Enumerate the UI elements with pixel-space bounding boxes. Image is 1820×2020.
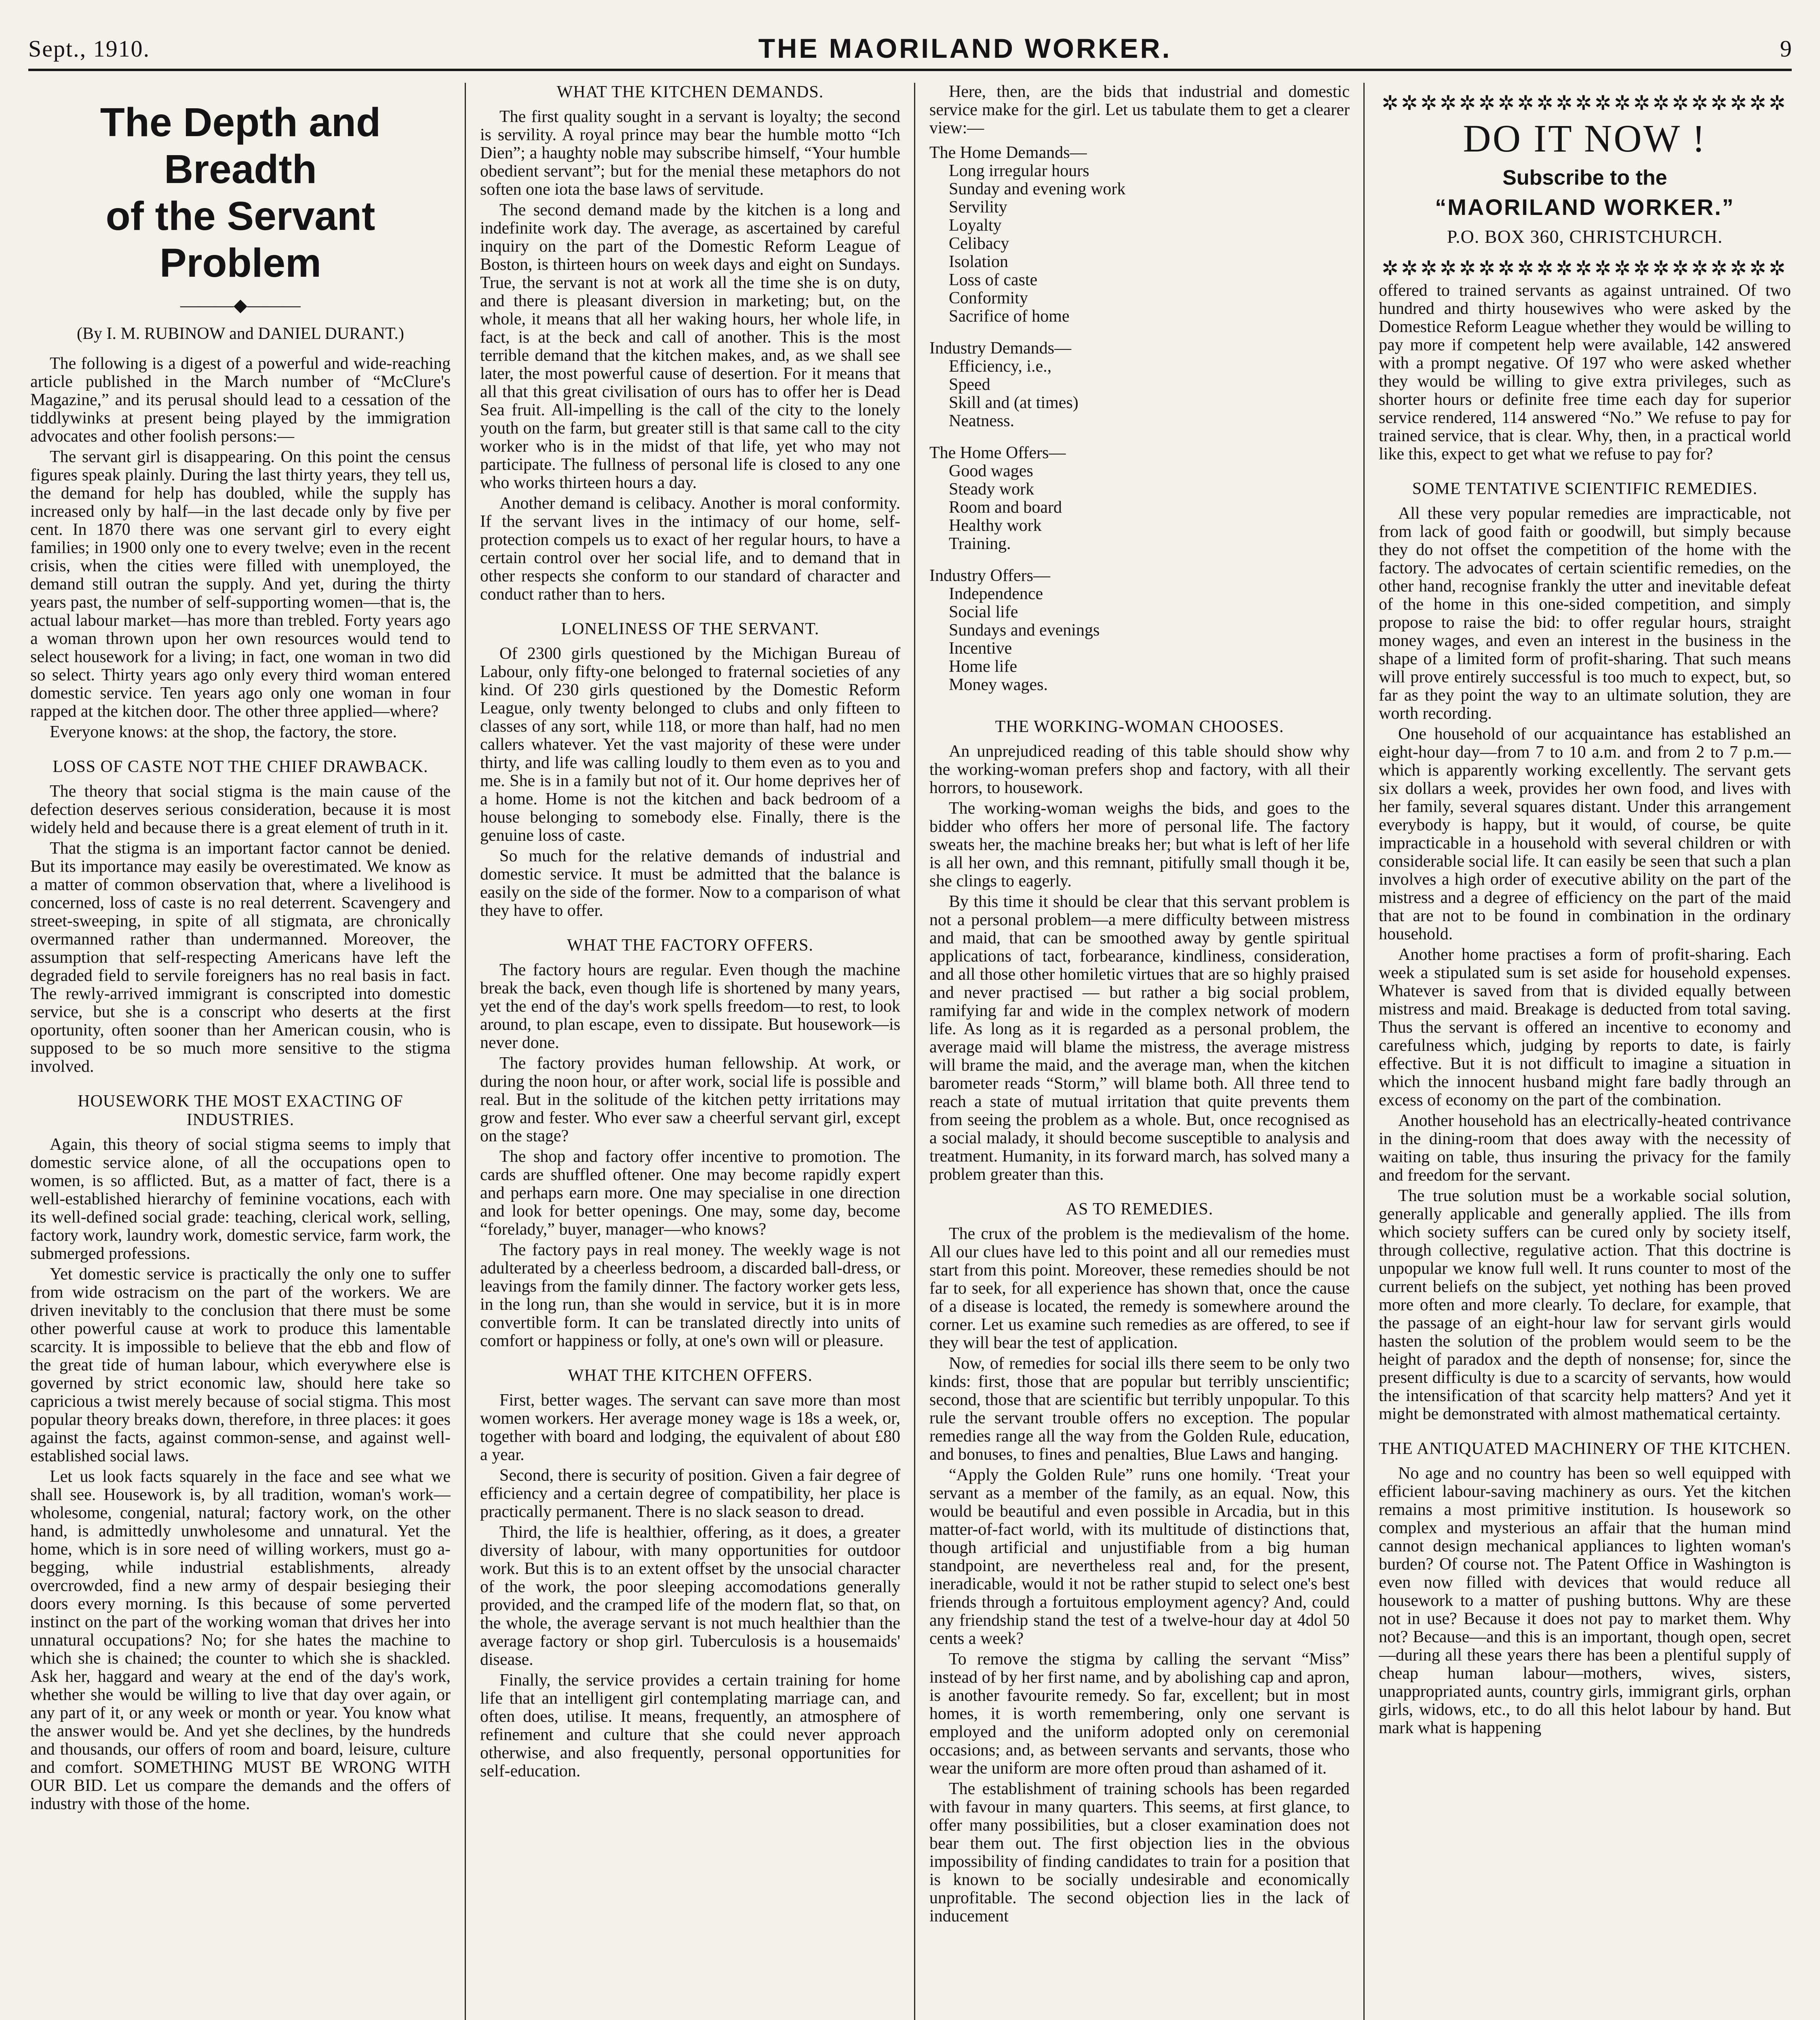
- article-byline: (By I. M. RUBINOW and DANIEL DURANT.): [77, 324, 404, 343]
- paragraph: The factory pays in real money. The weekly wage is not adulterated by a cheerless bedroom, a discarded ball-dress, or leavings from the family dinner. The factory worker gets less, in the long run, than she would in service, but it is in more convertible form. It can be translated directly into units of comfort or happiness or folly, at one's own will or pleasure.: [480, 1241, 900, 1350]
- paragraph: The crux of the problem is the medievalism of the home. All our clues have led to this point and all our remedies must start from this point. Moreover, these remedies should be not far to seek, for all experience has shown that, once the cause of a disease is located, the remedy is somewhere around the corner. Let us examine such remedies as are offered, to see if they will bear the test of application.: [929, 1225, 1350, 1352]
- section-heading: LOSS OF CASTE NOT THE CHIEF DRAWBACK.: [53, 758, 428, 776]
- section-heading: WHAT THE KITCHEN OFFERS.: [568, 1366, 813, 1385]
- list-item: Healthy work: [949, 516, 1042, 535]
- advert-address: P.O. BOX 360, CHRISTCHURCH.: [1447, 226, 1723, 247]
- paragraph: Second, there is security of position. Given a fair degree of efficiency and a certain degree of compatibility, her place is practically permanent. There is no slack season to dread.: [480, 1466, 900, 1521]
- paragraph: Finally, the service provides a certain training for home life that an intelligent girl contemplating marriage can, and often does, utilise. It means, frequently, an atmosphere of refinement and culture that she could never approach otherwise, and also frequently, personal opportunities for self-education.: [480, 1671, 900, 1780]
- paragraph-group: [30, 355, 451, 741]
- article-title-line-2: of the Servant Problem: [105, 194, 375, 286]
- advert-paper-name: “MAORILAND WORKER.”: [1435, 194, 1735, 220]
- star-border-top: ✲✲✲✲✲✲✲✲✲✲✲✲✲✲✲✲✲✲✲✲✲: [1382, 92, 1788, 114]
- list-item: Conformity: [949, 289, 1028, 307]
- list-item: Steady work: [949, 480, 1034, 499]
- section-heading: AS TO REMEDIES.: [1066, 1200, 1213, 1218]
- list-item: Sacrifice of home: [949, 307, 1070, 326]
- list-item: Celibacy: [949, 234, 1009, 253]
- section-heading: THE ANTIQUATED MACHINERY OF THE KITCHEN.: [1379, 1439, 1791, 1458]
- list-item: Skill and (at times): [949, 393, 1079, 412]
- paragraph: The servant girl is disappearing. On this point the census figures speak plainly. During the last thirty years, they tell us, the demand for help has doubled, while the supply has increased only by half—in the last decade only by five per cent. In 1870 there was one servant girl to every eight families; in 1900 only one to every twelve; even in the recent crisis, when the cities were filled with unemployed, the demand still outran the supply. And yet, during the thirty years past, the number of self-supporting women—that is, the actual labour market—has more than trebled. Forty years ago a woman thrown upon her own resources would tend to select housework for a living; in fact, one woman in two did so select. Thirty years ago only every third woman entered domestic service. Ten years ago only one woman in four rapped at the kitchen door. The other three applied—where?: [30, 448, 451, 721]
- section-heading: THE WORKING-WOMAN CHOOSES.: [995, 718, 1284, 736]
- list-item: Loss of caste: [949, 271, 1038, 289]
- paragraph: The factory provides human fellowship. At work, or during the noon hour, or after work, social life is possible and real. But in the solitude of the kitchen petty irritations may grow and fester. Who ever saw a cheerful servant girl, except on the stage?: [480, 1054, 900, 1145]
- section-heading: LONELINESS OF THE SERVANT.: [561, 620, 819, 638]
- paragraph: So much for the relative demands of industrial and domestic service. It must be admitted that the balance is easily on the side of the former. Now to a comparison of what they have to offer.: [480, 847, 900, 920]
- paragraph: offered to trained servants as against untrained. Of two hundred and thirty housewives who were asked by the Domestice Reform League whether they would be willing to pay more if competent help were available, 142 answered with a prompt negative. Of 197 who were asked whether they would be willing to give extra privileges, such as shorter hours or definite free time each day for superior service rendered, 114 answered “No.” We refuse to pay for trained service, that is clear. Why, then, in a practical world like this, expect to get what we refuse to pay for?: [1379, 281, 1791, 463]
- list-heading: Industry Offers—: [929, 566, 1051, 585]
- list-item: Training.: [949, 534, 1011, 553]
- list-heading: The Home Offers—: [929, 444, 1066, 462]
- paragraph: Another demand is celibacy. Another is moral conformity. If the servant lives in the intimacy of our home, self-protection compels us to exact of her regular hours, to have a certain control over her social life, and to demand that in other respects she conform to our standard of character and conduct rather than to hers.: [480, 494, 900, 604]
- column-1: [30, 83, 451, 2020]
- list-heading: The Home Demands—: [929, 143, 1087, 162]
- list-spacer: [929, 694, 1350, 701]
- section-heading: HOUSEWORK THE MOST EXACTING OF INDUSTRIES.: [78, 1092, 403, 1129]
- column-rule: [465, 83, 466, 2020]
- paragraph-group: [480, 108, 900, 604]
- list-item: Efficiency, i.e.,: [949, 357, 1052, 376]
- masthead: [28, 28, 1792, 71]
- bid-table: [929, 144, 1350, 701]
- paragraph: All these very popular remedies are impracticable, not from lack of good faith or goodwill, but simply because they do not offset the competition of the home with the factory. The advocates of certain scientific remedies, on the other hand, recognise frankly the utter and inevitable defeat of the home in this one-sided competition, and simply propose to raise the bid: to offer regular hours, straight money wages, and even an interest in the business in the shape of a limited form of profit-sharing. That such means will prove entirely successful is too much to expect, but, so far as they point the way to an ultimate solution, they are worth recording.: [1379, 504, 1791, 723]
- advert-headline: DO IT NOW !: [1463, 117, 1707, 160]
- paragraph: “Apply the Golden Rule” runs one homily. ‘Treat your servant as a member of the family, as an equal. Now, this would be beautiful and even possible in Arcadia, but in this matter-of-fact world, with its multitude of distinctions that, though artificial and unjustifiable from a big human standpoint, are nevertheless real and, for the present, ineradicable, would it not be rather stupid to select one's best friends through a fortuitous employment agency? And, could any friendship stand the test of a twelve-hour day at 4dol 50 cents a week?: [929, 1466, 1350, 1648]
- column-rule: [1363, 83, 1365, 2020]
- paragraph: No age and no country has been so well equipped with efficient labour-saving machinery as ours. Yet the kitchen remains a most primitive institution. Is housework so complex and mysterious an affair that the human mind cannot design mechanical appliances to lighten woman's burden? Of course not. The Patent Office in Washington is even now filled with devices that would reduce all housework to a matter of pushing buttons. Why are these not in use? Because it does not pay to market them. Why not? Because—and this is an important, though open, secret—during all these years there has been a plentiful supply of cheap human labour—mothers, wives, sisters, unappropriated aunts, country girls, immigrant girls, orphan girls, widows, etc., to do all this helot labour by hand. But mark what is happening: [1379, 1464, 1791, 1737]
- title-ornament: ———◆———: [180, 295, 301, 315]
- paragraph: That the stigma is an important factor cannot be denied. But its importance may easily be overestimated. We know as a matter of common observation that, where a livelihood is concerned, loss of caste is no real deterrent. Scavengery and street-sweeping, in spite of all stigmata, are chronically overmanned rather than undermanned. Moreover, the assumption that self-respecting Americans have left the degraded field to servile foreigners has no real basis in fact. The rewly-arrived immigrant is conscripted into domestic service, but she is a conscript who deserts at the first oportunity, often sooner than her American cousin, who is supposed to be so much more sensitive to the stigma involved.: [30, 839, 451, 1076]
- article-title: [30, 99, 451, 286]
- section-heading: SOME TENTATIVE SCIENTIFIC REMEDIES.: [1412, 480, 1758, 498]
- list-item: Money wages.: [949, 675, 1048, 694]
- list-item: Incentive: [949, 639, 1012, 658]
- paragraph: Everyone knows: at the shop, the factory, the store.: [50, 723, 397, 741]
- list-item: Isolation: [949, 253, 1008, 271]
- paragraph: One household of our acquaintance has established an eight-hour day—from 7 to 10 a.m. and from 2 to 7 p.m.—which is apparently working excellently. The servant gets six dollars a week, provides her own food, and lives with her family, several squares distant. Under this arrangement everybody is happy, but it would, of course, be quite impracticable in a household with several children or with considerable social life. It can easily be seen that such a plan involves a high order of executive ability on the part of the mistress and a degree of efficiency on the part of the maid that are not to be found in combination in the ordinary household.: [1379, 725, 1791, 943]
- column-2: [480, 83, 900, 2020]
- paragraph: Again, this theory of social stigma seems to imply that domestic service alone, of all the occupations open to women, is so afflicted. But, as a matter of fact, there is a well-established hierarchy of feminine vocations, each with its well-defined social grade: teaching, clerical work, selling, factory work, laundry work, domestic service, farm work, the submerged professions.: [30, 1135, 451, 1263]
- paragraph-group: [1379, 1464, 1791, 1737]
- page-number: 9: [1780, 35, 1792, 62]
- list-item: Loyalty: [949, 216, 1002, 235]
- column-4: [1379, 83, 1791, 2020]
- column-rule: [914, 83, 915, 2020]
- list-item: Sunday and evening work: [949, 180, 1126, 198]
- paragraph: An unprejudiced reading of this table should show why the working-woman prefers shop and factory, with all their horrors, to housework.: [929, 742, 1350, 797]
- column-3: [929, 83, 1350, 2020]
- section-heading: WHAT THE FACTORY OFFERS.: [567, 936, 813, 955]
- paragraph: The establishment of training schools has been regarded with favour in many quarters. This seems, at first glance, to offer many possibilities, but a closer examination does not bear them out. The first objection lies in the obvious impossibility of finding candidates to train for a position that is known to be socially undesirable and economically unprofitable. The second objection lies in the lack of inducement: [929, 1780, 1350, 1925]
- paragraph: The factory hours are regular. Even though the machine break the back, even though life is shortened by many years, yet the end of the day's work spells freedom—to rest, to look around, to plan escape, even to dissipate. But housework—is never done.: [480, 961, 900, 1052]
- paragraph-group: [1379, 505, 1791, 1423]
- article-title-line-1: The Depth and Breadth: [100, 100, 381, 192]
- list-item: Home life: [949, 657, 1017, 676]
- paragraph-group: [929, 1225, 1350, 1925]
- list-spacer: [929, 553, 1350, 560]
- advert-subtitle: Subscribe to the: [1502, 166, 1667, 189]
- paragraph-group: [480, 645, 900, 920]
- paragraph: Yet domestic service is practically the only one to suffer from wide ostracism on the part of the workers. We are driven inevitably to the conclusion that there must be some other powerful cause at work to produce this lamentable scarcity. It is impossible to believe that the ebb and flow of the great tide of human labour, which everywhere else is governed by strict economic law, should here take so capricious a twist merely because of social stigma. This most popular theory breaks down, therefore, in three places: it goes against the facts, against common-sense, and against well-established social laws.: [30, 1265, 451, 1465]
- table-intro: Here, then, are the bids that industrial and domestic service make for the girl. Let us tabulate them to get a clearer view:—: [929, 83, 1350, 137]
- paragraph: Another household has an electrically-heated contrivance in the dining-room that does away with the necessity of waiting on table, thus insuring the privacy for the family and freedom for the servant.: [1379, 1111, 1791, 1185]
- paragraph-group: [1379, 282, 1791, 463]
- list-spacer: [929, 326, 1350, 333]
- list-item: Sundays and evenings: [949, 621, 1100, 640]
- list-item: Independence: [949, 585, 1043, 603]
- paragraph: By this time it should be clear that this servant problem is not a personal problem—a mere difficulty between mistress and maid, that can be smoothed away by gentle spiritual applications of tact, forbearance, kindliness, consideration, and all those other homiletic virtues that are so highly praised and never practised — but rather a big social problem, ramifying far and wide in the complex network of modern life. As long as it is regarded as a personal problem, the average maid will blame the mistress, the average mistress will brame the maid, and the average man, when the kitchen barometer reads “Storm,” will blame both. All three tend to reach a state of mutual irritation that quite prevents them from seeing the problem as a whole. But, once recognised as a social malady, it should become susceptible to analysis and treatment. Humanity, in its forward march, has solved many a problem greater than this.: [929, 892, 1350, 1184]
- paragraph-group: [480, 961, 900, 1350]
- list-heading: Industry Demands—: [929, 339, 1072, 358]
- paragraph: The true solution must be a workable social solution, generally applicable and generally applied. The ills from which society suffers can be cured only by society itself, through collective, regulative action. That this doctrine is unpopular we know full well. It runs counter to most of the current beliefs on the subject, yet nothing has been proved more often and more clearly. To declare, for example, that the passage of an eight-hour law for servant girls would hasten the solution of the problem would seem to be the height of paradox and the depth of nonsense; for, since the present difficulty is due to a scarcity of servants, how would the intensification of that scarcity help matters? And yet it might be demonstrated with almost mathematical certainty.: [1379, 1187, 1791, 1423]
- paragraph-group: [30, 783, 451, 1076]
- subscription-advert: [1379, 94, 1791, 278]
- paragraph: Of 2300 girls questioned by the Michigan Bureau of Labour, only fifty-one belonged to fraternal societies of any kind. Of 230 girls questioned by the Domestic Reform League, only twenty belonged to clubs and only fifteen to classes of any sort, while 118, or more than half, had no men callers whatever. Yet the vast majority of these were under thirty, and life was calling loudly to them even as to you and me. She is in a family but not of it. Our home deprives her of a home. Home is not the kitchen and back bedroom of a house belonging to somebody else. Finally, there is the genuine loss of caste.: [480, 644, 900, 845]
- paragraph: The second demand made by the kitchen is a long and indefinite work day. The average, as ascertained by careful inquiry on the part of the Domestic Reform League of Boston, is thirteen hours on week days and eight on Sundays. True, the servant is not at work all the time she is on duty, and there is pleasant diversion in marketing; but, on the whole, it means that all her waking hours, her whole life, in fact, is at the beck and call of another. This is the most terrible demand that the kitchen makes, and, as we shall see later, the most powerful cause of desertion. For it means that all that this great civilisation of ours has to offer her is Dead Sea fruit. All-impelling is the call of the city to the lonely youth on the farm, but greater still is that same call to the city worker who is in the midst of that life, yet who may not participate. The fullness of personal life is closed to any one who works thirteen hours a day.: [480, 201, 900, 492]
- list-item: Long irregular hours: [949, 162, 1089, 180]
- list-item: Social life: [949, 603, 1018, 621]
- paragraph: Another home practises a form of profit-sharing. Each week a stipulated sum is set aside for household expenses. Whatever is saved from that is divided equally between mistress and maid. Breakage is deducted from total saving. Thus the servant is offered an incentive to economy and carefulness which, judging by reports to date, is fairly effective. But it is not difficult to imagine a situation in which the innocent husband might fare badly through an excess of economy on the part of the combination.: [1379, 945, 1791, 1109]
- list-spacer: [929, 430, 1350, 438]
- list-item: Room and board: [949, 498, 1062, 517]
- newspaper-name: THE MAORILAND WORKER.: [758, 33, 1172, 64]
- paragraph-group: [30, 1136, 451, 1813]
- paragraph: First, better wages. The servant can save more than most women workers. Her average money wage is 18s a week, or, together with board and lodging, the equivalent of about £80 a year.: [480, 1391, 900, 1464]
- paragraph: Now, of remedies for social ills there seem to be only two kinds: first, those that are popular but terribly unscientific; second, those that are scientific but terribly unpopular. To this rule the servant trouble offers no exception. The popular remedies range all the way from the Golden Rule, education, and bonuses, to fines and penalties, Blue Laws and hanging.: [929, 1354, 1350, 1464]
- star-border-bottom: ✲✲✲✲✲✲✲✲✲✲✲✲✲✲✲✲✲✲✲✲✲: [1382, 257, 1788, 280]
- list-item: Neatness.: [949, 412, 1015, 430]
- paragraph: To remove the stigma by calling the servant “Miss” instead of by her first name, and by abolishing cap and apron, is another favourite remedy. So far, excellent; but in most homes, it is worth remembering, only one servant is employed and the uniform adopted only on ceremonial occasions; and, as between servants and servants, those who wear the uniform are more often proud than ashamed of it.: [929, 1650, 1350, 1778]
- paragraph: Third, the life is healthier, offering, as it does, a greater diversity of labour, with many opportunities for outdoor work. But this is to an extent offset by the unsocial character of the work, the poor sleeping accomodations generally provided, and the cramped life of the modern flat, so that, on the whole, the average servant is not much healthier than the average factory or shop girl. Tuberculosis is a housemaids' disease.: [480, 1523, 900, 1669]
- paragraph-group: [929, 743, 1350, 1184]
- issue-date: Sept., 1910.: [28, 35, 150, 62]
- paragraph: The first quality sought in a servant is loyalty; the second is servility. A royal prince may bear the humble motto “Ich Dien”; a haughty noble may subscribe himself, “Your humble obedient servant”; but for the menial these metaphors do not soften one iota the base laws of servitude.: [480, 107, 900, 199]
- paragraph: The shop and factory offer incentive to promotion. The cards are shuffled oftener. One may become rapidly expert and perhaps earn more. One may specialise in one direction and look for better openings. One may, some day, become “forelady,” buyer, manager—who knows?: [480, 1147, 900, 1239]
- list-item: Speed: [949, 375, 990, 394]
- paragraph: Let us look facts squarely in the face and see what we shall see. Housework is, by all tradition, woman's work—wholesome, congenial, natural; factory work, on the other hand, is admittedly unwholesome and unnatural. Yet the home, which is in sore need of willing workers, must go a-begging, while industrial establishments, already overcrowded, find a new army of despair besieging their doors every morning. Is this because of some perverted instinct on the part of the working woman that drives her into unnatural occupations? No; for she hates the machine to which she is chained; the counter to which she is shackled. Ask her, haggard and weary at the end of the day's work, whether she would be willing to live that day over again, or any part of it, or any week or month or year. You know what the answer would be. And yet she declines, by the hundreds and thousands, our offers of room and board, leisure, culture and comfort. SOMETHING MUST BE WRONG WITH OUR BID. Let us compare the demands and the offers of industry with those of the home.: [30, 1467, 451, 1813]
- list-item: Good wages: [949, 462, 1033, 480]
- paragraph: The following is a digest of a powerful and wide-reaching article published in the March number of “McClure's Magazine,” and its perusal should lead to a cessation of the tiddlywinks at present being played by the immigration advocates and other foolish persons:—: [30, 354, 451, 446]
- paragraph-group: [480, 1391, 900, 1780]
- paragraph: The theory that social stigma is the main cause of the defection deserves serious consideration, because it is most widely held and because there is a great element of truth in it.: [30, 782, 451, 837]
- list-item: Servility: [949, 198, 1007, 217]
- section-heading: WHAT THE KITCHEN DEMANDS.: [556, 83, 824, 101]
- paragraph: The working-woman weighs the bids, and goes to the bidder who offers her more of personal life. The factory sweats her, the machine breaks her; but what is left of her life is all her own, and this remnant, pitifully small though it be, she clings to eagerly.: [929, 799, 1350, 890]
